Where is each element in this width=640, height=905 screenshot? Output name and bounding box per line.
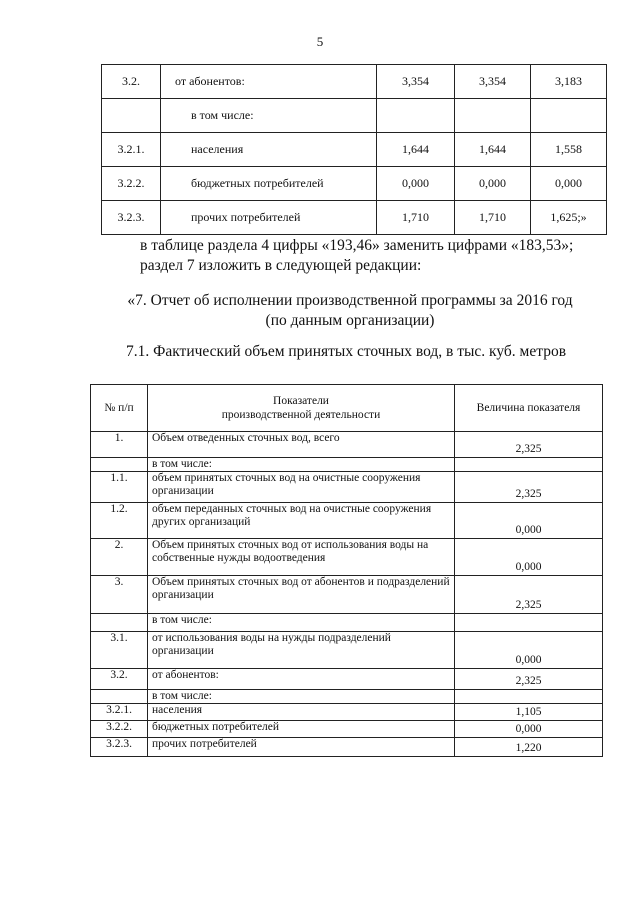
- value-cell: [455, 614, 603, 632]
- value-cell: [531, 99, 607, 133]
- row-label: в том числе:: [161, 99, 377, 133]
- row-label: объем переданных сточных вод на очистные сооружения других организаций: [148, 503, 455, 539]
- row-number: [102, 99, 161, 133]
- row-number: 1.2.: [91, 503, 148, 539]
- row-label: Объем принятых сточных вод от использования воды на собственные нужды водоотведения: [148, 539, 455, 576]
- table-row: [102, 201, 607, 235]
- table-row: [91, 432, 603, 458]
- value-cell: 1,220: [455, 738, 603, 757]
- table-row: [91, 669, 603, 690]
- header-indicator: [148, 385, 455, 432]
- value-cell: 0,000: [455, 539, 603, 576]
- table-row: [91, 472, 603, 503]
- value-cell: 0,000: [455, 167, 531, 201]
- row-label: населения: [161, 133, 377, 167]
- row-number: 1.1.: [91, 472, 148, 503]
- table-row: [91, 539, 603, 576]
- header-value: Величина показателя: [455, 385, 603, 432]
- value-cell: 0,000: [455, 721, 603, 738]
- value-cell: 1,105: [455, 704, 603, 721]
- value-cell: 2,325: [455, 432, 603, 458]
- row-label: бюджетных потребителей: [161, 167, 377, 201]
- row-label: в том числе:: [148, 614, 455, 632]
- row-label: Объем принятых сточных вод от абонентов и подразделений организации: [148, 576, 455, 614]
- value-cell: 3,354: [377, 65, 455, 99]
- header-number: № п/п: [91, 385, 148, 432]
- value-cell: 1,710: [377, 201, 455, 235]
- table-row: [102, 167, 607, 201]
- row-number: 3.2.: [91, 669, 148, 690]
- row-label: объем принятых сточных вод на очистные сооружения организации: [148, 472, 455, 503]
- header-indicator-line-1: Показатели: [273, 395, 329, 407]
- value-cell: 2,325: [455, 576, 603, 614]
- table-row: [91, 503, 603, 539]
- value-cell: [455, 458, 603, 472]
- section-heading-line-2: (по данным организации): [265, 312, 435, 329]
- value-cell: 1,558: [531, 133, 607, 167]
- amendment-text-line-1: в таблице раздела 4 цифры «193,46» заменить цифрами «183,53»;: [140, 237, 574, 254]
- section-heading-line-1: «7. Отчет об исполнении производственной программы за 2016 год: [127, 292, 573, 309]
- row-number: 3.2.2.: [91, 721, 148, 738]
- row-label: Объем отведенных сточных вод, всего: [148, 432, 455, 458]
- value-cell: 1,710: [455, 201, 531, 235]
- table-row: [91, 632, 603, 669]
- value-cell: 0,000: [531, 167, 607, 201]
- row-number: [91, 458, 148, 472]
- table-row: [91, 721, 603, 738]
- row-number: 3.1.: [91, 632, 148, 669]
- row-label: бюджетных потребителей: [148, 721, 455, 738]
- value-cell: 2,325: [455, 472, 603, 503]
- value-cell: 1,644: [377, 133, 455, 167]
- table-row: [91, 614, 603, 632]
- row-number: 3.2.: [102, 65, 161, 99]
- table-row: [91, 738, 603, 757]
- value-cell: [377, 99, 455, 133]
- page-number: 5: [316, 34, 324, 49]
- row-number: 3.: [91, 576, 148, 614]
- table-row: [102, 133, 607, 167]
- row-label: в том числе:: [148, 690, 455, 704]
- table-header-row: [91, 385, 603, 432]
- table-row: [91, 690, 603, 704]
- row-number: [91, 690, 148, 704]
- row-number: 3.2.3.: [102, 201, 161, 235]
- value-cell: 3,183: [531, 65, 607, 99]
- value-cell: 1,644: [455, 133, 531, 167]
- wastewater-volume-table: [90, 384, 603, 757]
- row-number: 3.2.2.: [102, 167, 161, 201]
- row-number: 2.: [91, 539, 148, 576]
- value-cell: 0,000: [455, 503, 603, 539]
- row-number: 3.2.1.: [102, 133, 161, 167]
- row-number: 1.: [91, 432, 148, 458]
- value-cell: 1,625;»: [531, 201, 607, 235]
- subsection-heading: 7.1. Фактический объем принятых сточных вод, в тыс. куб. метров: [125, 343, 567, 360]
- table-row: [91, 576, 603, 614]
- amendment-text-line-2: раздел 7 изложить в следующей редакции:: [140, 257, 422, 274]
- table-row: [102, 65, 607, 99]
- value-cell: 3,354: [455, 65, 531, 99]
- row-label: населения: [148, 704, 455, 721]
- table-row: [102, 99, 607, 133]
- value-cell: 0,000: [377, 167, 455, 201]
- row-number: [91, 614, 148, 632]
- row-label: от абонентов:: [161, 65, 377, 99]
- row-label: от абонентов:: [148, 669, 455, 690]
- row-label: от использования воды на нужды подразделений организации: [148, 632, 455, 669]
- row-label: прочих потребителей: [148, 738, 455, 757]
- value-cell: 2,325: [455, 669, 603, 690]
- row-number: 3.2.1.: [91, 704, 148, 721]
- value-cell: [455, 690, 603, 704]
- row-label: в том числе:: [148, 458, 455, 472]
- table-row: [91, 458, 603, 472]
- table-row: [91, 704, 603, 721]
- continued-table: [101, 64, 607, 235]
- value-cell: [455, 99, 531, 133]
- header-indicator-line-2: производственной деятельности: [221, 409, 381, 421]
- row-label: прочих потребителей: [161, 201, 377, 235]
- row-number: 3.2.3.: [91, 738, 148, 757]
- value-cell: 0,000: [455, 632, 603, 669]
